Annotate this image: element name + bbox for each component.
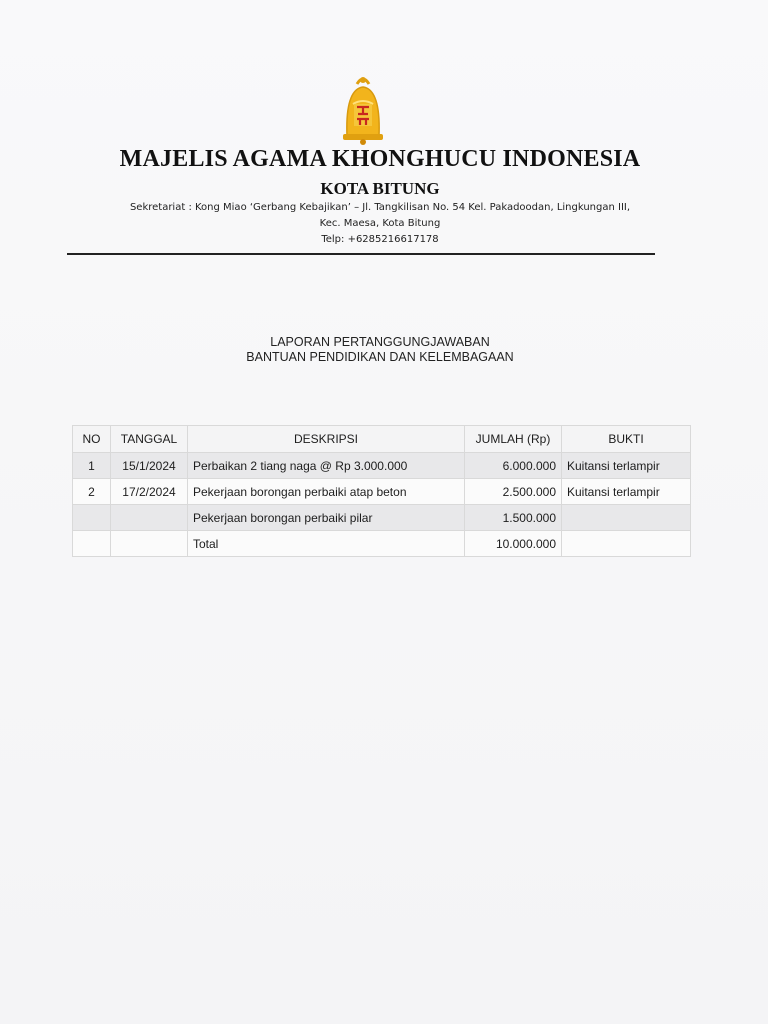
report-title-line-1: LAPORAN PERTANGGUNGJAWABAN — [270, 335, 490, 349]
cell-deskripsi: Pekerjaan borongan perbaiki pilar — [188, 505, 465, 531]
cell-no — [73, 505, 111, 531]
report-title-line-2: BANTUAN PENDIDIKAN DAN KELEMBAGAAN — [246, 350, 514, 364]
cell-tanggal: 15/1/2024 — [111, 453, 188, 479]
table-row-total — [73, 531, 691, 557]
cell-tanggal — [111, 505, 188, 531]
header-jumlah: JUMLAH (Rp) — [465, 426, 562, 453]
cell-bukti: Kuitansi terlampir — [562, 453, 691, 479]
cell-bukti — [562, 505, 691, 531]
address-line-2: Kec. Maesa, Kota Bitung — [319, 218, 441, 229]
cell-bukti — [562, 531, 691, 557]
table-header-row — [73, 426, 691, 453]
cell-bukti: Kuitansi terlampir — [562, 479, 691, 505]
cell-deskripsi: Pekerjaan borongan perbaiki atap beton — [188, 479, 465, 505]
cell-jumlah: 1.500.000 — [465, 505, 562, 531]
expense-table — [72, 425, 691, 557]
organization-city: KOTA BITUNG — [320, 179, 440, 198]
cell-total-label: Total — [188, 531, 465, 557]
organization-name: MAJELIS AGAMA KHONGHUCU INDONESIA — [119, 146, 641, 172]
cell-no: 1 — [73, 453, 111, 479]
cell-no: 2 — [73, 479, 111, 505]
phone-number: Telp: +6285216617178 — [321, 234, 439, 245]
table-row — [73, 505, 691, 531]
address-line-1: Sekretariat : Kong Miao ‘Gerbang Kebajikan’ – Jl. Tangkilisan No. 54 Kel. Pakadoodan, Lingkungan III, — [129, 202, 631, 213]
header-divider — [67, 253, 655, 255]
cell-jumlah: 2.500.000 — [465, 479, 562, 505]
table-row — [73, 453, 691, 479]
cell-jumlah: 6.000.000 — [465, 453, 562, 479]
golden-bell-icon — [333, 74, 393, 146]
cell-tanggal: 17/2/2024 — [111, 479, 188, 505]
cell-no — [73, 531, 111, 557]
header-bukti: BUKTI — [562, 426, 691, 453]
header-no: NO — [73, 426, 111, 453]
table-row — [73, 479, 691, 505]
header-tanggal: TANGGAL — [111, 426, 188, 453]
header-deskripsi: DESKRIPSI — [188, 426, 465, 453]
cell-tanggal — [111, 531, 188, 557]
cell-total-amount: 10.000.000 — [465, 531, 562, 557]
cell-deskripsi: Perbaikan 2 tiang naga @ Rp 3.000.000 — [188, 453, 465, 479]
